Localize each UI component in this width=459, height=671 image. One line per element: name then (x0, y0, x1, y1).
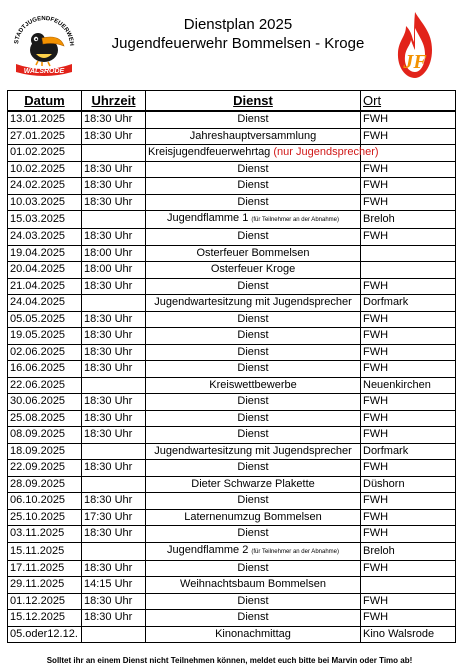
table-row (8, 410, 456, 427)
dienst-cell (146, 328, 361, 345)
table-row (8, 128, 456, 145)
ort-cell: Dorfmark (361, 443, 456, 460)
column-header-ort: Ort (361, 91, 456, 112)
time-cell: 18:30 Uhr (82, 593, 146, 610)
date-cell: 13.01.2025 (8, 111, 82, 128)
table-row (8, 626, 456, 643)
time-cell: 18:00 Uhr (82, 262, 146, 279)
dienst-label: Dienst (237, 345, 269, 358)
ort-cell: FWH (361, 111, 456, 128)
date-cell: 20.04.2025 (8, 262, 82, 279)
dienst-label: Dienst (237, 362, 269, 375)
table-row (8, 295, 456, 312)
dienst-label: Dienst (237, 230, 269, 243)
time-cell (82, 542, 146, 560)
dienst-cell (146, 295, 361, 312)
dienst-label: Kreisjugendfeuerwehrtag (148, 146, 271, 159)
date-cell: 06.10.2025 (8, 493, 82, 510)
time-cell (82, 295, 146, 312)
date-cell: 02.06.2025 (8, 344, 82, 361)
dienst-cell (146, 361, 361, 378)
dienst-cell (146, 526, 361, 543)
page-header (0, 0, 459, 90)
date-cell: 19.04.2025 (8, 245, 82, 262)
date-cell: 05.oder12.12. (8, 626, 82, 643)
ort-cell: FWH (361, 361, 456, 378)
dienst-label: Dienst (237, 195, 269, 208)
table-row (8, 311, 456, 328)
dienst-label: Dienst (237, 179, 269, 192)
dienst-cell (146, 443, 361, 460)
dienst-cell (146, 311, 361, 328)
date-cell: 24.02.2025 (8, 178, 82, 195)
dienst-label: Dienst (237, 594, 269, 607)
time-cell: 18:30 Uhr (82, 194, 146, 211)
dienst-cell (146, 593, 361, 610)
ort-cell: FWH (361, 610, 456, 627)
dienst-label: Dienst (237, 395, 269, 408)
dienst-cell (146, 560, 361, 577)
time-cell: 18:30 Uhr (82, 394, 146, 411)
ort-cell: FWH (361, 161, 456, 178)
date-cell: 22.09.2025 (8, 460, 82, 477)
table-row (8, 493, 456, 510)
table-row (8, 194, 456, 211)
time-cell: 14:15 Uhr (82, 577, 146, 594)
ort-cell: Breloh (361, 542, 456, 560)
dienst-label: Jugendflamme 1 (167, 212, 249, 224)
jugendfeuerwehr-flame-logo (392, 10, 438, 80)
ort-cell: FWH (361, 560, 456, 577)
table-row (8, 427, 456, 444)
ort-cell: Breloh (361, 211, 456, 229)
dienst-label: Dienst (237, 162, 269, 175)
date-cell: 05.05.2025 (8, 311, 82, 328)
dienst-note: (nur Jugendsprecher) (273, 146, 379, 159)
table-row (8, 328, 456, 345)
dienst-cell (146, 128, 361, 145)
dienst-label: Dienst (237, 312, 269, 325)
dienst-label: Dienst (237, 527, 269, 540)
logo-right-text: JF (403, 51, 427, 73)
table-row (8, 560, 456, 577)
time-cell: 18:30 Uhr (82, 560, 146, 577)
time-cell: 18:30 Uhr (82, 460, 146, 477)
ort-cell: FWH (361, 229, 456, 246)
table-row (8, 542, 456, 560)
ort-cell: FWH (361, 410, 456, 427)
logo-left-arc-text: STADTJUGENDFEUERWEH (14, 15, 75, 47)
dienst-label: Dienst (237, 494, 269, 507)
dienst-cell (146, 410, 361, 427)
ort-cell: FWH (361, 509, 456, 526)
time-cell: 18:30 Uhr (82, 229, 146, 246)
date-cell: 25.10.2025 (8, 509, 82, 526)
dienst-cell (146, 245, 361, 262)
date-cell: 19.05.2025 (8, 328, 82, 345)
time-cell: 18:30 Uhr (82, 128, 146, 145)
dienst-cell (146, 161, 361, 178)
time-cell: 18:30 Uhr (82, 311, 146, 328)
table-row (8, 229, 456, 246)
dienst-label: Jugendwartesitzung mit Jugendsprecher (154, 296, 352, 309)
time-cell: 18:30 Uhr (82, 493, 146, 510)
page-title: Dienstplan 2025 (183, 16, 293, 33)
dienst-cell (146, 577, 361, 594)
ort-cell: FWH (361, 128, 456, 145)
table-row (8, 145, 456, 162)
date-cell: 08.09.2025 (8, 427, 82, 444)
dienst-label: Weihnachtsbaum Bommelsen (180, 578, 326, 591)
dienst-cell (146, 145, 379, 162)
time-cell (82, 443, 146, 460)
dienst-label: Dienst (237, 279, 269, 292)
table-row (8, 394, 456, 411)
dienst-cell (146, 377, 361, 394)
schedule-rows (8, 111, 456, 643)
date-cell: 01.02.2025 (8, 145, 82, 162)
dienst-label: Osterfeuer Kroge (210, 263, 296, 276)
stadtjugendfeuerwehr-logo (8, 8, 80, 80)
time-cell (82, 145, 146, 162)
column-header-date: Datum (8, 91, 82, 112)
dienst-label: Dienst (237, 113, 269, 126)
dienst-cell (146, 178, 361, 195)
date-cell: 10.03.2025 (8, 194, 82, 211)
date-cell: 24.04.2025 (8, 295, 82, 312)
date-cell: 29.11.2025 (8, 577, 82, 594)
date-cell: 28.09.2025 (8, 476, 82, 493)
dienst-cell (146, 211, 361, 229)
dienst-label: Dieter Schwarze Plakette (191, 477, 315, 490)
table-row (8, 593, 456, 610)
table-row (8, 278, 456, 295)
dienst-label: Jahreshauptversammlung (189, 129, 317, 142)
time-cell: 17:30 Uhr (82, 509, 146, 526)
table-row (8, 460, 456, 477)
dienst-subnote: (für Teilnehmer an der Abnahme) (251, 217, 339, 223)
ort-cell: FWH (361, 593, 456, 610)
date-cell: 24.03.2025 (8, 229, 82, 246)
table-row (8, 509, 456, 526)
table-row (8, 476, 456, 493)
dienst-label: Dienst (237, 329, 269, 342)
date-cell: 15.11.2025 (8, 542, 82, 560)
ort-cell: Kino Walsrode (361, 626, 456, 643)
table-row (8, 245, 456, 262)
time-cell: 18:30 Uhr (82, 178, 146, 195)
time-cell: 18:30 Uhr (82, 410, 146, 427)
table-row (8, 526, 456, 543)
ort-cell (361, 262, 456, 279)
schedule-table (7, 90, 456, 643)
dienst-cell (146, 229, 361, 246)
dienst-label: Dienst (237, 461, 269, 474)
date-cell: 16.06.2025 (8, 361, 82, 378)
dienst-cell (146, 394, 361, 411)
time-cell (82, 377, 146, 394)
ort-cell: FWH (361, 278, 456, 295)
column-header-time: Uhrzeit (82, 91, 146, 112)
table-row (8, 344, 456, 361)
date-cell: 10.02.2025 (8, 161, 82, 178)
ort-cell: FWH (361, 427, 456, 444)
dienst-cell (146, 460, 361, 477)
dienst-label: Dienst (237, 561, 269, 574)
dienst-subnote: (für Teilnehmer an der Abnahme) (251, 548, 339, 555)
dienst-label: Dienst (237, 611, 269, 624)
dienst-cell (146, 509, 361, 526)
time-cell: 18:00 Uhr (82, 245, 146, 262)
table-header-row (8, 91, 456, 112)
time-cell: 18:30 Uhr (82, 610, 146, 627)
table-row (8, 178, 456, 195)
table-row (8, 577, 456, 594)
dienst-label: Kinonachmittag (215, 627, 291, 640)
table-row (8, 361, 456, 378)
dienst-label: Laternenumzug Bommelsen (184, 510, 322, 523)
time-cell: 18:30 Uhr (82, 111, 146, 128)
dienst-label: Jugendflamme 2 (167, 543, 249, 556)
title-block (88, 16, 388, 54)
table-row (8, 262, 456, 279)
date-cell: 30.06.2025 (8, 394, 82, 411)
date-cell: 21.04.2025 (8, 278, 82, 295)
ort-cell: FWH (361, 178, 456, 195)
dienst-cell (146, 111, 361, 128)
date-cell: 25.08.2025 (8, 410, 82, 427)
table-row (8, 377, 456, 394)
time-cell (82, 476, 146, 493)
time-cell: 18:30 Uhr (82, 427, 146, 444)
date-cell: 15.12.2025 (8, 610, 82, 627)
dienst-cell (146, 542, 361, 560)
dienst-label: Kreiswettbewerbe (209, 378, 297, 391)
dienst-cell (146, 262, 361, 279)
dienst-cell (146, 493, 361, 510)
ort-cell: Neuenkirchen (361, 377, 456, 394)
ort-cell (361, 245, 456, 262)
ort-cell: FWH (361, 526, 456, 543)
time-cell: 18:30 Uhr (82, 161, 146, 178)
date-cell: 15.03.2025 (8, 211, 82, 229)
ort-cell: FWH (361, 344, 456, 361)
ort-cell: FWH (361, 460, 456, 477)
table-row (8, 443, 456, 460)
dienst-label: Jugendwartesitzung mit Jugendsprecher (154, 444, 352, 457)
date-cell: 18.09.2025 (8, 443, 82, 460)
dienst-cell (146, 626, 361, 643)
dienst-cell (146, 427, 361, 444)
date-cell: 01.12.2025 (8, 593, 82, 610)
date-cell: 27.01.2025 (8, 128, 82, 145)
table-row (8, 610, 456, 627)
ort-cell: Dorfmark (361, 295, 456, 312)
page-subtitle: Jugendfeuerwehr Bommelsen - Kroge (111, 35, 365, 52)
date-cell: 03.11.2025 (8, 526, 82, 543)
logo-left-banner-text: WALSRODE (23, 68, 65, 75)
ort-cell: FWH (361, 194, 456, 211)
ort-cell: FWH (361, 328, 456, 345)
time-cell: 18:30 Uhr (82, 328, 146, 345)
dienst-cell (146, 194, 361, 211)
dienst-label: Dienst (237, 411, 269, 424)
time-cell (82, 211, 146, 229)
time-cell: 18:30 Uhr (82, 361, 146, 378)
footer-note: Solltet ihr an einem Dienst nicht Teilnehmen können, meldet euch bitte bei Marvin oder Timo ab! (46, 656, 413, 665)
table-row (8, 111, 456, 128)
dienst-label: Dienst (237, 428, 269, 441)
time-cell: 18:30 Uhr (82, 278, 146, 295)
time-cell: 18:30 Uhr (82, 344, 146, 361)
ort-cell: FWH (361, 311, 456, 328)
column-header-dienst: Dienst (146, 91, 361, 112)
table-row (8, 161, 456, 178)
date-cell: 22.06.2025 (8, 377, 82, 394)
dienst-cell (146, 278, 361, 295)
ort-cell: FWH (361, 394, 456, 411)
ort-cell: Düshorn (361, 476, 456, 493)
ort-cell: FWH (361, 493, 456, 510)
time-cell: 18:30 Uhr (82, 526, 146, 543)
ort-cell (361, 577, 456, 594)
dienst-cell (146, 476, 361, 493)
dienst-label: Osterfeuer Bommelsen (196, 246, 310, 259)
dienst-cell (146, 610, 361, 627)
table-row (8, 211, 456, 229)
date-cell: 17.11.2025 (8, 560, 82, 577)
dienst-cell (146, 344, 361, 361)
time-cell (82, 626, 146, 643)
